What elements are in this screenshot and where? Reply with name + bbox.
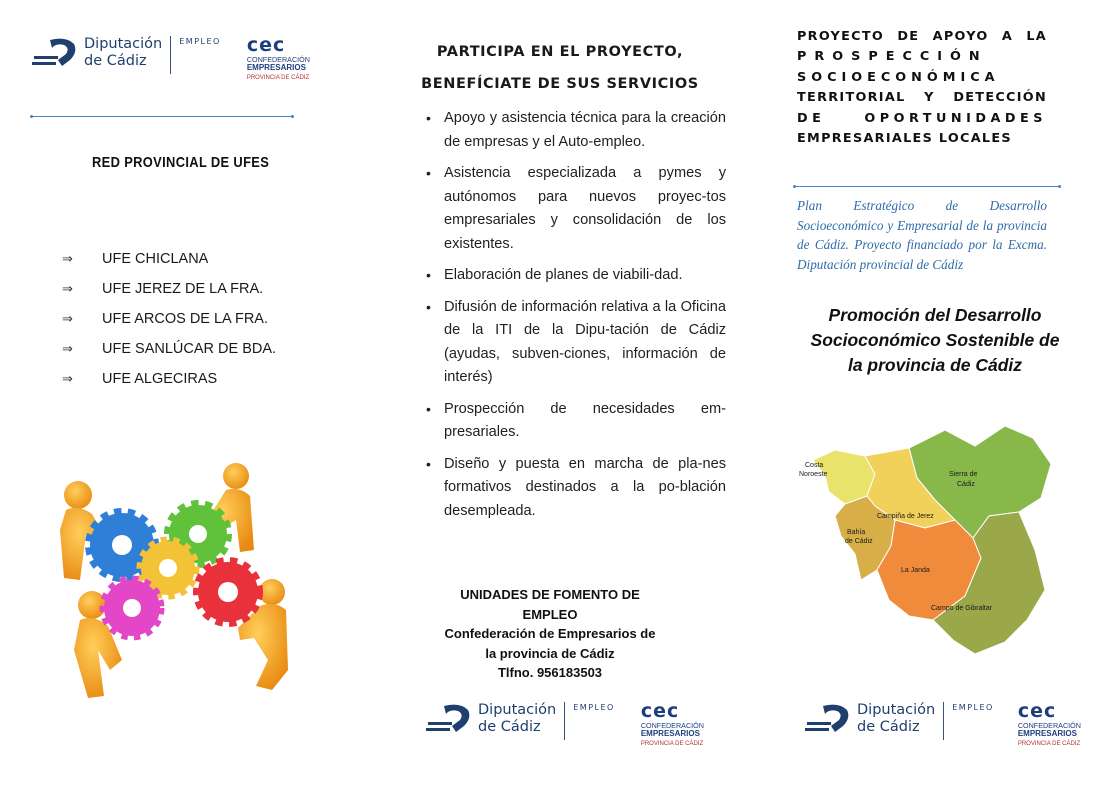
logo-header-left xyxy=(32,36,310,82)
divider-rule xyxy=(795,186,1059,187)
ufe-label: UFE CHICLANA xyxy=(102,251,209,267)
diputacion-logo xyxy=(805,702,935,736)
map-label-bahia-line2: de Cádiz xyxy=(845,538,873,545)
logo-divider xyxy=(943,702,944,740)
list-item: • Elaboración de planes de viabili-dad. xyxy=(426,264,726,288)
list-item: • Diseño y puesta en marcha de pla-nes formativos destinados a la po-blación desempleada. xyxy=(426,453,726,524)
list-item xyxy=(62,244,276,274)
gear-icon-pink xyxy=(104,580,160,636)
diputacion-emblem-icon xyxy=(426,702,472,736)
panel-left xyxy=(0,0,360,789)
logo-footer-right xyxy=(805,702,1081,748)
contact-line4: la provincia de Cádiz xyxy=(485,645,615,661)
cec-line3: PROVINCIA DE CÁDIZ xyxy=(640,741,704,747)
cec-line2: EMPRESARIOS xyxy=(246,63,306,72)
logo-divider xyxy=(170,36,171,74)
diputacion-logo xyxy=(32,36,162,70)
contact-line2: EMPLEO xyxy=(522,606,578,622)
map-label-campina: Campiña de Jerez xyxy=(877,513,934,520)
promo-line2: Socioconómico Sostenible de xyxy=(810,330,1060,350)
list-item: • Asistencia especializada a pymes y autónomos para nuevos proyec-tos empresariales y consolidación de los existentes. xyxy=(426,162,726,256)
gear-icon-red xyxy=(198,562,258,622)
project-title-line: TERRITORIAL Y DETECCIÓN xyxy=(797,90,1047,106)
double-arrow-icon: ⇒ xyxy=(62,371,73,387)
cec-line1: CONFEDERACIÓN xyxy=(640,721,704,730)
red-provincial-title: RED PROVINCIAL DE UFES xyxy=(92,154,270,171)
ufe-label: UFE ARCOS DE LA FRA. xyxy=(102,311,268,327)
project-title-line: EMPRESARIALES LOCALES xyxy=(797,131,1012,147)
cec-mark: cec xyxy=(1017,700,1057,722)
list-item xyxy=(62,334,276,364)
participa-heading: PARTICIPA EN EL PROYECTO, xyxy=(436,44,684,60)
cec-mark: cec xyxy=(246,34,286,56)
double-arrow-icon: ⇒ xyxy=(62,311,73,327)
empleo-label: EMPLEO xyxy=(573,703,615,712)
empleo-label: EMPLEO xyxy=(952,703,994,712)
ufe-label: UFE JEREZ DE LA FRA. xyxy=(102,281,264,297)
cec-line3: PROVINCIA DE CÁDIZ xyxy=(246,75,310,81)
promo-line3: la provincia de Cádiz xyxy=(847,355,1023,375)
contact-block xyxy=(420,585,680,683)
map-label-bahia-line1: Bahía xyxy=(847,529,866,536)
project-title-line: SOCIOECONÓMICA xyxy=(797,69,1000,85)
cec-line2: EMPRESARIOS xyxy=(1017,729,1077,738)
contact-line3: Confederación de Empresarios de xyxy=(444,626,656,641)
list-item xyxy=(62,364,276,394)
cec-mark: cec xyxy=(640,700,680,722)
cec-logo xyxy=(247,36,310,83)
panel-right xyxy=(775,0,1119,789)
project-title-line: DE OPORTUNIDADES xyxy=(797,110,1047,126)
double-arrow-icon: ⇒ xyxy=(62,281,73,297)
empleo-label: EMPLEO xyxy=(179,37,221,46)
list-item: • Prospección de necesidades em-presariales. xyxy=(426,398,726,445)
diputacion-emblem-icon xyxy=(32,36,78,70)
diputacion-line2: de Cádiz xyxy=(478,719,541,735)
double-arrow-icon: ⇒ xyxy=(62,251,73,267)
map-label-costa-line1: Costa xyxy=(805,462,824,469)
contact-phone: Tlfno. 956183503 xyxy=(497,665,603,680)
cec-line1: CONFEDERACIÓN xyxy=(246,55,310,64)
project-title-line: PROSPECCIÓN xyxy=(797,49,988,65)
map-label-costa-line2: Noroeste xyxy=(799,471,828,478)
gears-teamwork-illustration xyxy=(50,460,300,710)
cec-line2: EMPRESARIOS xyxy=(640,729,700,738)
divider-rule xyxy=(32,116,292,117)
diputacion-line1: Diputación xyxy=(84,36,163,52)
diputacion-logo xyxy=(426,702,556,736)
list-item: • Apoyo y asistencia técnica para la creación de empresas y el Auto-empleo. xyxy=(426,107,726,154)
cadiz-regions-map xyxy=(799,420,1075,660)
list-item xyxy=(62,274,276,304)
promocion-heading xyxy=(785,303,1085,378)
cec-line1: CONFEDERACIÓN xyxy=(1017,721,1081,730)
cec-logo xyxy=(1018,702,1081,749)
services-list xyxy=(426,107,726,531)
logo-footer-middle xyxy=(426,702,704,748)
double-arrow-icon: ⇒ xyxy=(62,341,73,357)
list-item: • Difusión de información relativa a la Oficina de la ITI de la Dipu-tación de Cádiz (ayudas, subven-ciones, información de interés) xyxy=(426,296,726,390)
map-label-sierra-line1: Sierra de xyxy=(949,471,978,478)
beneficiate-heading: BENEFÍCIATE DE SUS SERVICIOS xyxy=(421,76,699,92)
plan-estrategico-text: Plan Estratégico de Desarrollo Socioeconómico y Empresarial de la provincia de Cádiz. Proyecto financiado por la Excma. Diputación provincial de Cádiz xyxy=(797,198,1047,272)
logo-divider xyxy=(564,702,565,740)
contact-line1: UNIDADES DE FOMENTO DE xyxy=(460,587,640,602)
diputacion-emblem-icon xyxy=(805,702,851,736)
diputacion-line1: Diputación xyxy=(478,702,557,718)
ufe-label: UFE ALGECIRAS xyxy=(102,371,218,387)
map-label-gibraltar: Campo de Gibraltar xyxy=(931,605,993,612)
cec-logo xyxy=(641,702,704,749)
list-item xyxy=(62,304,276,334)
panel-middle xyxy=(390,0,730,789)
map-label-janda: La Janda xyxy=(901,567,930,574)
map-label-sierra-line2: Cádiz xyxy=(957,481,975,488)
ufe-label: UFE SANLÚCAR DE BDA. xyxy=(102,341,277,357)
ufe-list xyxy=(62,244,276,394)
diputacion-line1: Diputación xyxy=(857,702,936,718)
diputacion-line2: de Cádiz xyxy=(857,719,920,735)
project-title xyxy=(797,27,1047,149)
promo-line1: Promoción del Desarrollo xyxy=(828,305,1042,325)
diputacion-line2: de Cádiz xyxy=(84,53,147,69)
cec-line3: PROVINCIA DE CÁDIZ xyxy=(1017,741,1081,747)
project-title-line: PROYECTO DE APOYO A LA xyxy=(797,29,1047,44)
